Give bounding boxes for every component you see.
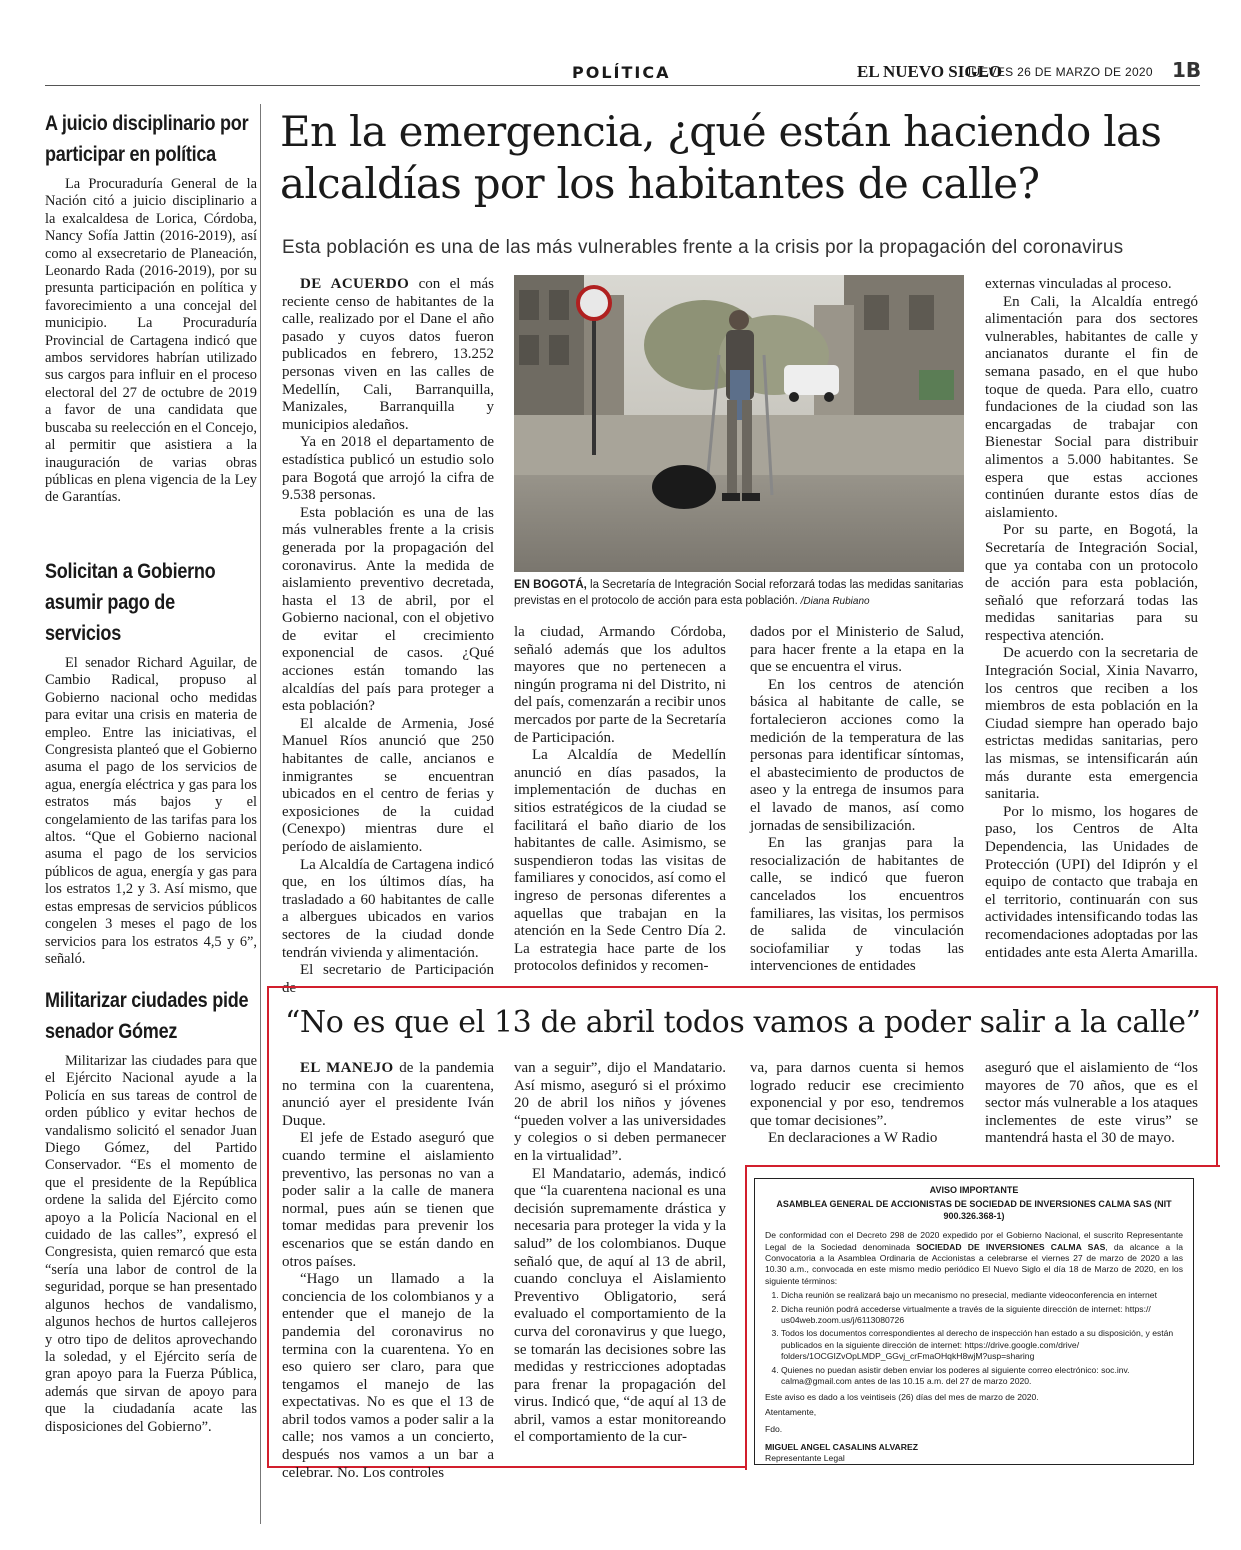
article-paragraph: El secretario de Participación de <box>282 962 494 996</box>
notice-signer: MIGUEL ANGEL CASALINS ALVAREZ <box>765 1441 918 1452</box>
notice-dated: Este aviso es dado a los veintiseis (26) días del mes de marzo de 2020. <box>765 1391 1039 1402</box>
photo-caption <box>514 578 964 609</box>
article-paragraph: dados por el Ministerio de Salud, para hacer frente a la etapa en la que se encuentra el virus. <box>750 624 964 676</box>
caption-text: la Secretaría de Integración Social reforzará todas las medidas sanitarias previstas en el protocolo de acción para esta población. <box>514 579 964 607</box>
article-column-4 <box>985 276 1198 962</box>
article-paragraph: El Mandatario, además, indicó que “la cuarentena nacional es una decisión supremamente drástica y necesaria para proteger la vida y la salud” de los colombianos. Duque señaló que, de aquí al 13 de abril, cuando concluya el Aislamiento Preventivo Obligatorio, será evaluado el comportamiento de la curva del coronavirus y que luego, se tomarán las decisiones sobre las medidas y restricciones adoptadas para frenar la propagación del virus. Indicó que, “de aquí al 13 de abril, vamos a estar monitoreando el comportamiento de la cur- <box>514 1165 726 1446</box>
notice-body <box>765 1230 1183 1287</box>
article-paragraph: El jefe de Estado aseguró que cuando termine el aislamiento preventivo, las personas no van a poder salir a la calle de manera normal, pues aún se tienen que tomar medidas para prevenir los escenarios que se están dando en otros países. <box>282 1130 494 1270</box>
sidebar-divider <box>260 104 261 1524</box>
article-paragraph: van a seguir”, dijo el Mandatario. Así mismo, aseguró si el próximo 20 de abril los niños y jóvenes “pueden volver a las universidades y colegios o si deben permanecer en la virtualidad”. <box>514 1060 726 1164</box>
article-column-1 <box>282 276 494 997</box>
article-paragraph: Por lo mismo, los hogares de paso, los Centros de Alta Dependencia, las Unidades de Protección (UPI) del Idiprón y el equipo de contacto que trabaja en el territorio, continuarán con sus actividades intensificando todas las recomendaciones adoptadas por las entidades ante esta Alerta Amarilla. <box>985 803 1198 961</box>
article-paragraph: La Alcaldía de Cartagena indicó que, en los últimos días, ha trasladado a 60 habitantes de calle a albergues ubicados en varios sectores de la ciudad donde tendrán vivienda y alimentación. <box>282 856 494 961</box>
sidebar-story-title: Militarizar ciudades pide senador Gómez <box>45 989 249 1043</box>
page-header <box>45 58 1200 86</box>
article-column-2 <box>514 624 726 976</box>
article-paragraph: de la pandemia no termina con la cuarentena, anunció ayer el presidente Iván Duque. <box>282 1060 494 1129</box>
sidebar-story-title: Solicitan a Gobierno asumir pago de servicios <box>45 560 216 645</box>
article-paragraph: En los centros de atención básica al habitante de calle, se fortalecieron acciones como la medición de la temperatura de las personas para identificar síntomas, el abastecimiento de productos de aseo y la entrega de insumos para el lavado de manos, así como jornadas de sensibilización. <box>750 676 964 834</box>
legal-notice <box>754 1178 1194 1465</box>
page-number: 1B <box>1172 58 1202 82</box>
sidebar-story-body: El senador Richard Aguilar, de Cambio Radical, propuso al Gobierno nacional ocho medidas para evitar una crisis en materia de empleo. Entre las iniciativas, el Congresista planteó que el Gobierno asuma el pago de los servicios de agua, energía eléctrica y gas para los estratos más bajos y el congelamiento de las tarifas para los altos. “Que el Gobierno nacional asuma el pago de los servicios públicos de agua, energía y gas para los estratos 1,2 y 3. Así mismo, que estas empresas de servicios públicos congelen 3 meses el pago de los servicios para los estratos 4,5 y 6”, señaló. <box>45 655 257 967</box>
notice-term: 4. Quienes no puedan asistir deben enviar los poderes al siguiente correo electrónico: soc.inv. calma@gmail.com antes de las 10.15 a.m. del 27 de marzo 2020. <box>781 1365 1183 1388</box>
sidebar-story-2 <box>45 556 257 968</box>
box-column-3 <box>750 1060 964 1148</box>
article-paragraph: De acuerdo con la secretaria de Integración Social, Xinia Navarro, los centros que reciben a los miembros de esta población en la Ciudad siempre han operado bajo estrictas medidas sanitarias, pero las mismas, se intensificarán aún más durante esta emergencia sanitaria. <box>985 645 1198 803</box>
article-paragraph: En las granjas para la resocialización de habitantes de calle, se indicó que fueron cancelados los encuentros familiares, las visitas, los permisos de salida de vinculación sociofamiliar y todas las intervenciones de entidades <box>750 835 964 975</box>
notice-closing: Atentamente, <box>765 1406 817 1417</box>
street-photo-illustration <box>514 275 964 572</box>
article-paragraph: En declaraciones a W Radio <box>768 1130 938 1147</box>
notice-company: SOCIEDAD DE INVERSIONES CALMA SAS <box>916 1241 1106 1252</box>
article-column-3 <box>750 624 964 976</box>
article-paragraph: va, para darnos cuenta si hemos logrado reducir ese crecimiento exponencial y por eso, tendremos que tomar decisiones”. <box>750 1060 964 1129</box>
sidebar-story-body: Militarizar las ciudades para que el Ejército Nacional ayude a la Policía en sus tareas de control de orden público y evitar hechos de vandalismo solicitó el senador Juan Diego Gómez, del Partido Conservador. “Es el momento de que el presidente de la República ordene la salida del Ejército como apoyo a la Policía Nacional en el cuidado de las calles”, expresó el Congresista, quien remarcó que esta “sería una labor de control de la seguridad, porque se han presentado algunos hechos de vandalismo, algunos hechos de hurtos callejeros y otro tipo de delitos aprovechando la soledad, y el Ejército sería de gran apoyo para la Fuerza Pública, además que sirvan de apoyo para que la ciudadanía acate las disposiciones del Gobierno”. <box>45 1053 257 1435</box>
article-paragraph: aseguró que el aislamiento de “los mayores de 70 años, que es el sector más vulnerable a los ataques inclementes de este virus” se mantendrá hasta el 30 de mayo. <box>985 1060 1198 1147</box>
article-paragraph: externas vinculadas al proceso. <box>985 276 1172 292</box>
box-column-1 <box>282 1060 494 1482</box>
section-name: POLÍTICA <box>572 63 671 82</box>
notice-term: 2. Dicha reunión podrá accederse virtualmente a través de la siguiente dirección de internet: https:// us04web.zoom.us/j/6113080726 <box>781 1304 1183 1327</box>
caption-lead: EN BOGOTÁ, <box>514 579 587 591</box>
notice-terms-list <box>781 1290 1183 1387</box>
notice-term: 3. Todos los documentos correspondientes al derecho de inspección han estado a su disposición, y están publicados en la siguiente dirección de internet: https://drive.google.com/drive/ folders/1OCGIZvOpLMDP_GGvj_crFmaOHqkH8wjM?usp=sharing <box>781 1328 1183 1362</box>
sidebar-story-title: A juicio disciplinario por participar en política <box>45 112 249 166</box>
news-photo <box>514 275 964 572</box>
sidebar-story-1 <box>45 108 257 507</box>
notice-subtitle: ASAMBLEA GENERAL DE ACCIONISTAS DE SOCIEDAD DE INVERSIONES CALMA SAS (NIT 900.326.368-1) <box>776 1199 1172 1221</box>
article-paragraph: Por su parte, en Bogotá, la Secretaría de Integración Social, que ya contaba con un protocolo de acción para esta población, señaló que reforzará todas las medidas sanitarias para su respectiva atención. <box>985 522 1198 644</box>
notice-signer-role: Representante Legal <box>765 1453 845 1464</box>
notice-title: AVISO IMPORTANTE <box>929 1185 1019 1195</box>
pull-quote-headline: “No es que el 13 de abril todos vamos a poder salir a la calle” <box>285 1005 1201 1040</box>
article-paragraph: El alcalde de Armenia, José Manuel Ríos anunció que 250 habitantes de calle, ancianos e inmigrantes se encuentran ubicados en el centro de ferias y exposiciones de la cuidad (Cenexpo) mientras dure el período de aislamiento. <box>282 715 494 855</box>
issue-date: JUEVES 26 DE MARZO DE 2020 <box>965 65 1153 79</box>
lead-word: DE ACUERDO <box>300 276 410 292</box>
newspaper-masthead: EL NUEVO SIGLO <box>857 62 1003 81</box>
article-paragraph: la ciudad, Armando Córdoba, señaló además que los adultos mayores que no pertenecen a ningún programa ni del Distrito, ni del país, comenzarán a recibir unos mercados por parte de la Secretaría de Participación. <box>514 624 726 746</box>
article-paragraph: Esta población es una de las más vulnerables frente a la crisis generada por la propagación del coronavirus. Ante la medida de aislamiento preventivo decretada, hasta el 13 de abril, por el Gobierno nacional, con el objetivo de evitar el crecimiento exponencial de casos. ¿Qué acciones están tomando las alcaldías del país para proteger a esta población? <box>282 504 494 715</box>
notice-text: De conformidad con el Decreto 298 de 2020 expedido por el Gobierno Nacional, el suscrito Representante Legal de la Sociedad denominada <box>765 1230 1183 1252</box>
notice-text: , da alcance a la Convocatoria a la Asamblea Ordinaria de Accionistas a celebrarse el viernes 27 de marzo de 2020 a las 10.30 a.m., convocada en este mismo medio periódico El Nuevo Siglo el día 18 de Marzo de 2020, en los siguiente términos: <box>765 1241 1183 1286</box>
sidebar-story-body: La Procuraduría General de la Nación citó a juicio disciplinario a la exalcaldesa de Lorica, Córdoba, Nancy Sofía Jattin (2016-2019), así como al exsecretario de Planeación, Leonardo Rada (2016-2019), por su presunta participación en política y favorecimiento a una concejal del municipio. La Procuraduría Provincial de Cartagena indicó que ambos servidores habrían utilizado sus cargos para influir en el proceso electoral del 27 de octubre de 2019 a favor de una candidata que buscaba su reelección en el Concejo, al permitir que asistiera a la inauguración de varias obras públicas en plena vigencia de la Ley de Garantías. <box>45 176 257 506</box>
article-paragraph: “Hago un llamado a la conciencia de los colombianos y a entender que el manejo de la pandemia del coronavirus no termina con la cuarentena. Yo en eso quiero ser claro, para que tengamos el manejo de las expectativas. No es que el 13 de abril todos vamos a poder salir a la calle; nos vamos a un concierto, después nos vamos a un bar a celebrar. No. Los controles <box>282 1271 494 1481</box>
main-headline: En la emergencia, ¿qué están haciendo las alcaldías por los habitantes de calle? <box>280 107 1162 208</box>
article-paragraph: La Alcaldía de Medellín anunció en días pasados, la implementación de duchas en sitios estratégicos de la ciudad se facilitará el baño diario de los habitantes de calle. Asimismo, se suspendieron todas las visitas de familiares y conocidos, así como el ingreso de personas diferentes a aquellas que trabajan en la atención en la Sede Centro Día 2. La estrategia hace parte de los protocolos definidos y recomen- <box>514 747 726 975</box>
article-paragraph: Ya en 2018 el departamento de estadística publicó un estudio solo para Bogotá que arrojó la cifra de 9.538 personas. <box>282 434 494 504</box>
box-column-2 <box>514 1060 726 1447</box>
box-column-4 <box>985 1060 1198 1148</box>
notice-signed: Fdo. <box>765 1424 783 1435</box>
photo-credit: /Diana Rubiano <box>797 595 870 607</box>
main-subhead: Esta población es una de las más vulnerables frente a la crisis por la propagación del coronavirus <box>282 237 1124 258</box>
article-paragraph: con el más reciente censo de habitantes de la calle, realizado por el Dane el año pasado y cuyos datos fueron publicados en febrero, 13.252 personas viven en las calles de Medellín, Cali, Barranquilla, Manizales, Barranquilla y municipios aledaños. <box>282 276 494 433</box>
sidebar-story-3 <box>45 985 257 1436</box>
notice-term: 1. Dicha reunión se realizará bajo un mecanismo no presecial, mediante videoconferencia en internet <box>781 1290 1183 1301</box>
article-paragraph: En Cali, la Alcaldía entregó alimentación para dos sectores vulnerables, habitantes de calle y ancianatos durante el fin de semana pasado, en el que hubo toque de queda. Para ello, cuatro fundaciones de la ciudad son las encargadas de trabajar con Bienestar Social para distribuir alimentos a 5.000 habitantes. Se espera que estas acciones continúen durante estos días de aislamiento. <box>985 293 1198 521</box>
lead-word: EL MANEJO <box>300 1060 394 1076</box>
